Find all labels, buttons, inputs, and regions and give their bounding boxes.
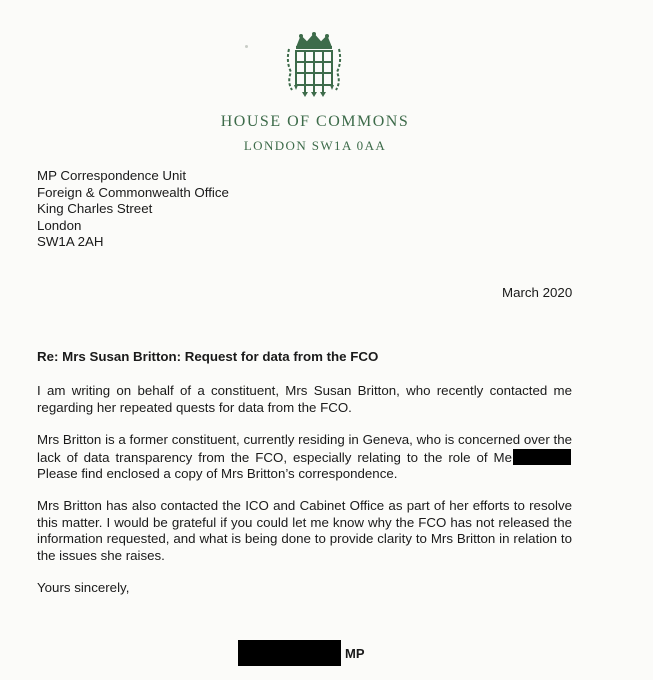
body-paragraph-3: Mrs Britton has also contacted the ICO and Cabinet Office as part of her efforts to resolve this matter. I would be grateful if you could let me know why the FCO has not released the information requested, and what is being done to provide clarity to Mrs Britton in relation to the issues she raises. bbox=[37, 498, 572, 563]
letterhead-org-address: LONDON SW1A 0AA bbox=[243, 138, 387, 153]
signature-suffix: MP bbox=[345, 645, 365, 661]
closing-salutation: Yours sincerely, bbox=[37, 580, 130, 595]
letterhead-org-name: HOUSE OF COMMONS bbox=[220, 113, 410, 130]
address-line: London bbox=[37, 217, 82, 233]
letter-subject: Re: Mrs Susan Britton: Request for data from the FCO bbox=[37, 349, 379, 364]
scan-speck bbox=[245, 45, 248, 48]
address-line: SW1A 2AH bbox=[37, 234, 104, 249]
recipient-address bbox=[37, 168, 229, 251]
address-line: King Charles Street bbox=[37, 201, 153, 216]
letter-date: March 2020 bbox=[502, 285, 573, 300]
address-line: MP Correspondence Unit bbox=[37, 168, 187, 183]
paragraph-text: Mrs Britton is a former constituent, currently residing in Geneva, who is concerned over the lack of data transparency from the FCO, especially relating to the role of Me bbox=[37, 432, 572, 465]
redaction-block bbox=[513, 449, 571, 465]
paragraph-text: Please find enclosed a copy of Mrs Britton’s correspondence. bbox=[37, 466, 398, 481]
body-paragraph-1: I am writing on behalf of a constituent, Mrs Susan Britton, who recently contacted me regarding her repeated quests for data from the FCO. bbox=[37, 383, 572, 415]
portcullis-crest-icon bbox=[283, 32, 345, 98]
address-line: Foreign & Commonwealth Office bbox=[37, 184, 229, 200]
redacted-signature-name bbox=[238, 640, 341, 666]
body-paragraph-2 bbox=[37, 432, 572, 483]
signature-line bbox=[238, 640, 365, 666]
